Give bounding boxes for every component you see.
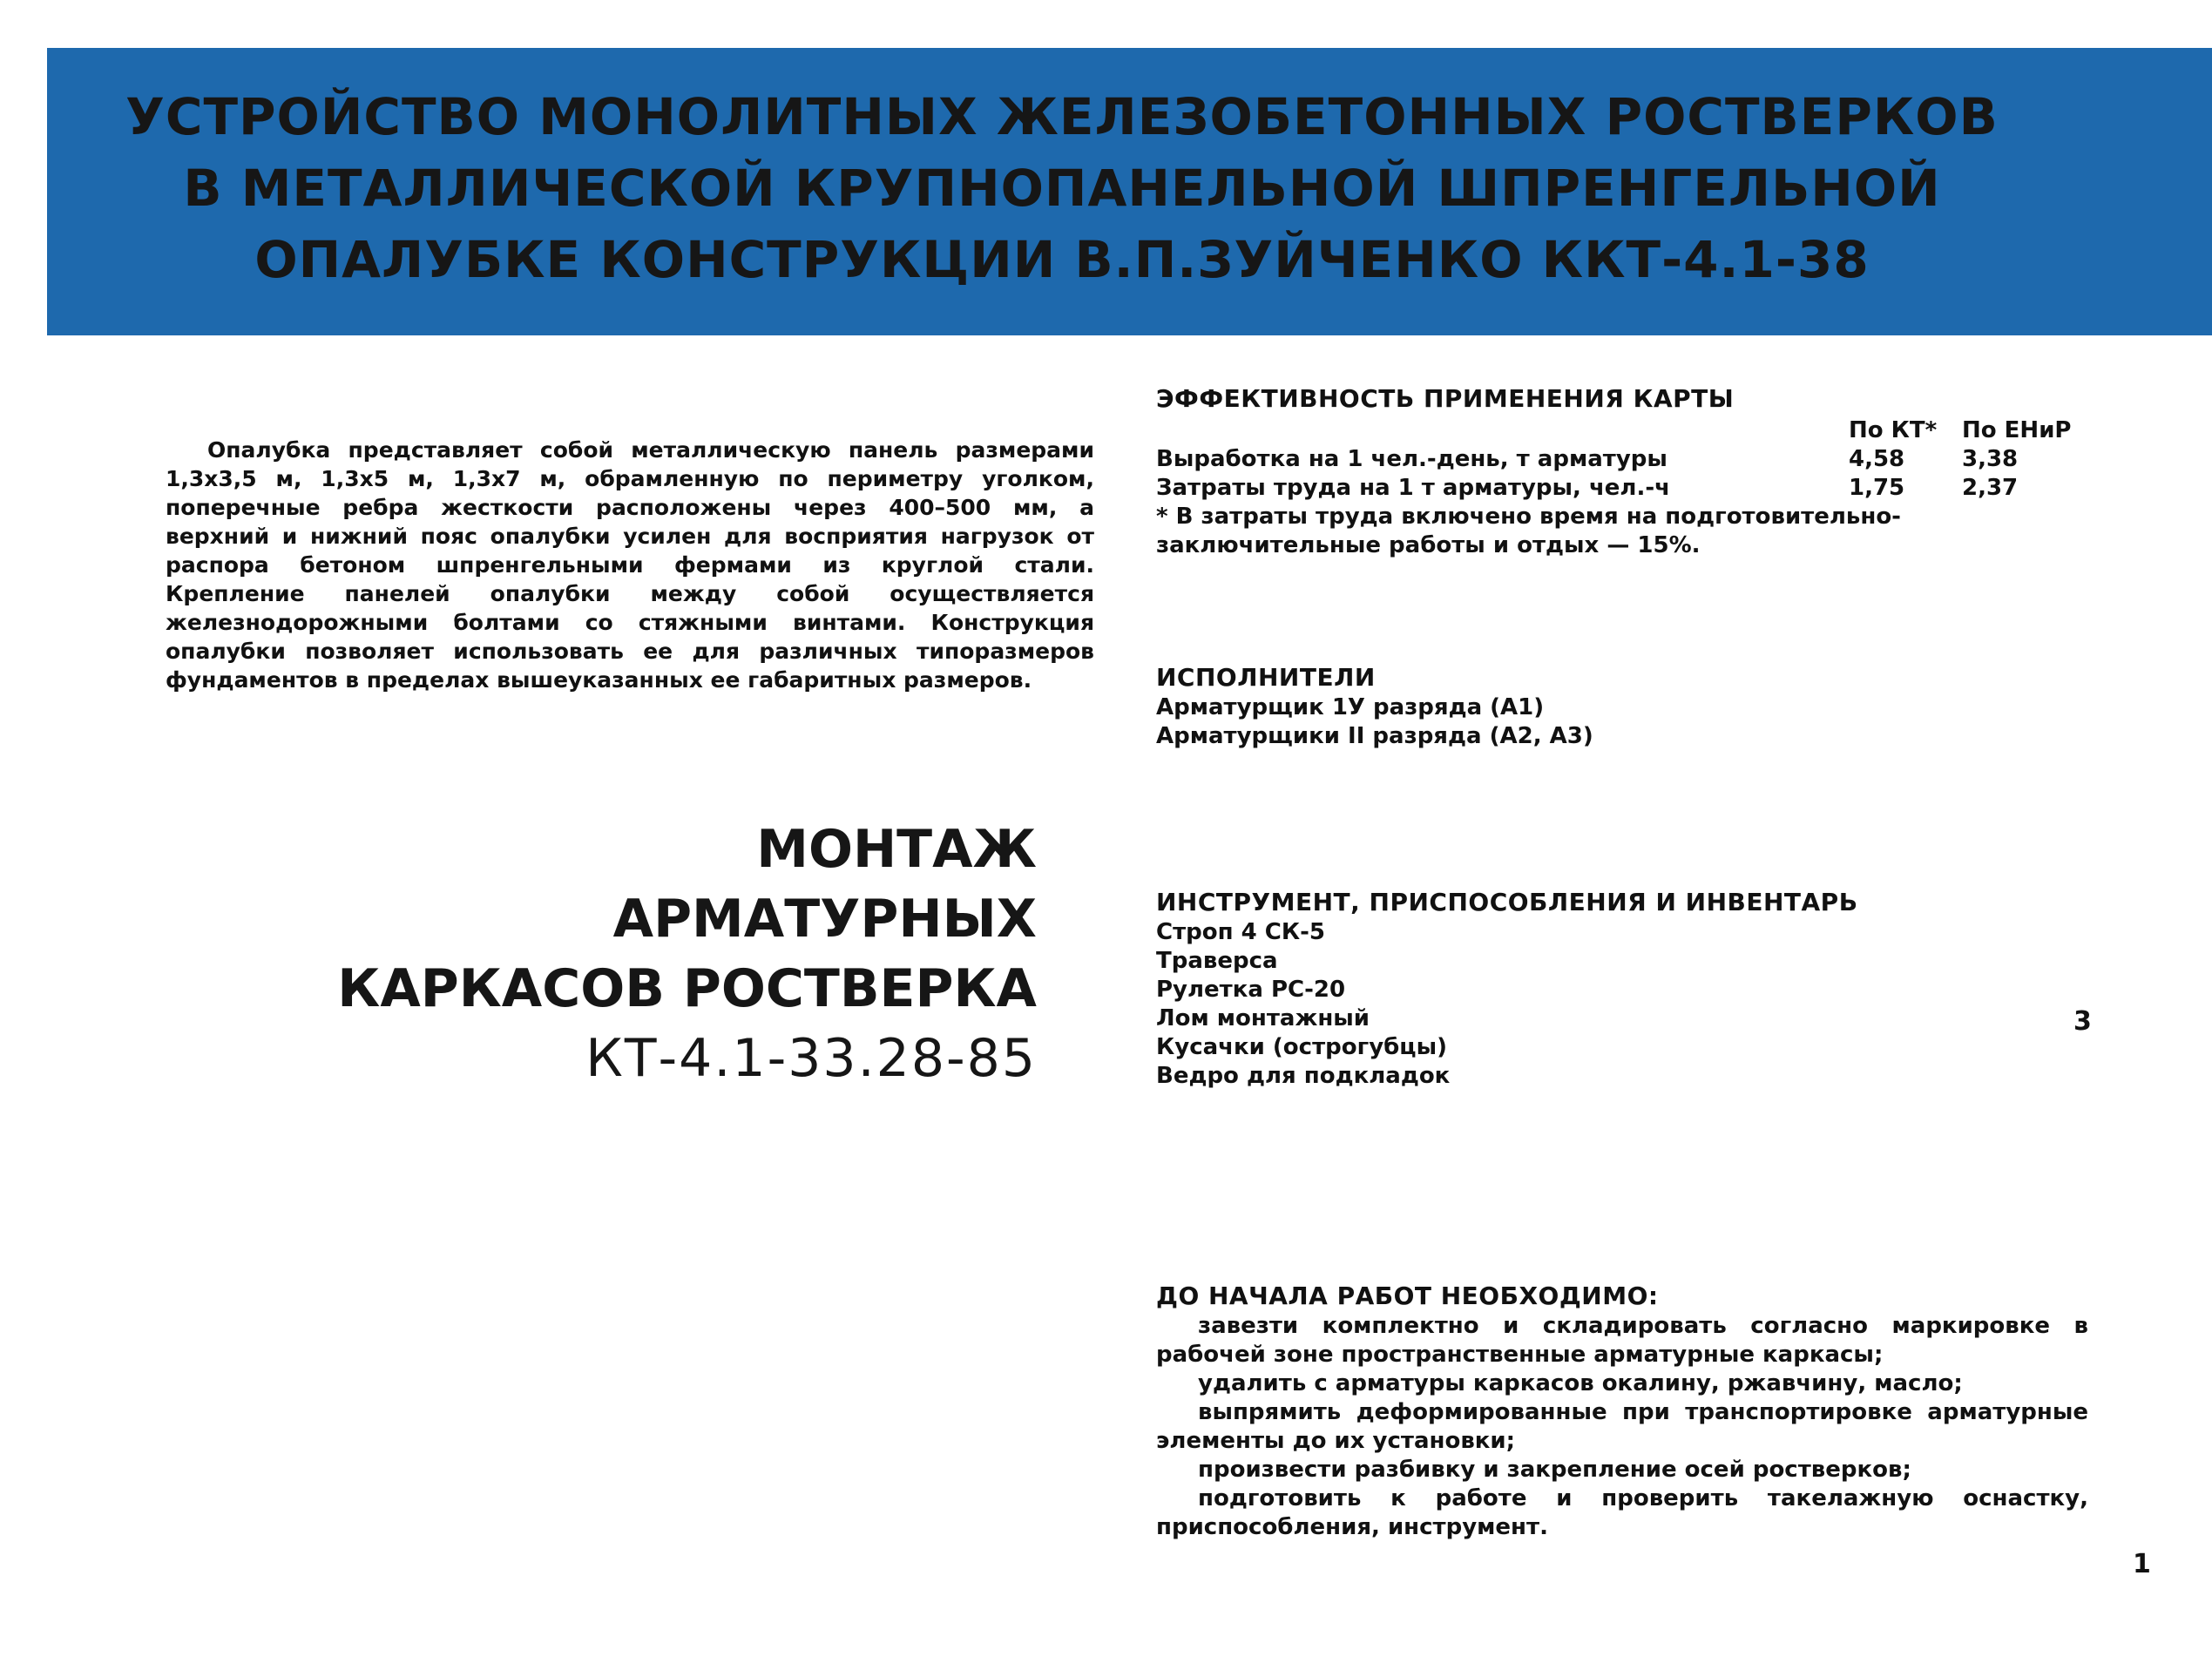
title-banner [47, 48, 2212, 335]
list-item: подготовить к работе и проверить такелажную оснастку, приспособления, инструмент. [1156, 1485, 2088, 1540]
efficiency-row-label: Затраты труда на 1 т арматуры, чел.-ч [1156, 475, 1670, 501]
main-title-line-2: КАРКАСОВ РОСТВЕРКА [337, 958, 1037, 1019]
list-item: Строп 4 СК-5 [1156, 919, 1325, 945]
list-item: Кусачки (острогубцы) [1156, 1034, 1447, 1060]
page-number-corner: 1 [2133, 1549, 2151, 1579]
banner-title-line-3: ОПАЛУБКЕ КОНСТРУКЦИИ В.П.ЗУЙЧЕНКО ККТ-4.1-38 [254, 230, 1870, 289]
efficiency-header-enir: По ЕНиР [1962, 417, 2072, 443]
efficiency-row-enir: 3,38 [1962, 446, 2019, 472]
list-item: Арматурщики II разряда (А2, А3) [1156, 723, 1593, 749]
page-number-inner: 3 [2073, 1006, 2092, 1037]
list-item: Арматурщик 1У разряда (А1) [1156, 694, 1545, 720]
main-title [331, 815, 1037, 1093]
banner-title-line-1: УСТРОЙСТВО МОНОЛИТНЫХ ЖЕЛЕЗОБЕТОННЫХ РОСТВЕРКОВ [125, 87, 1999, 146]
table-row [1156, 474, 2088, 503]
before-work-section [1156, 1281, 2088, 1542]
list-item: завезти комплектно и складировать согласно маркировке в рабочей зоне пространственные арматурные каркасы; [1156, 1313, 2088, 1368]
efficiency-row-label: Выработка на 1 чел.-день, т арматуры [1156, 446, 1667, 472]
efficiency-table [1156, 416, 2088, 503]
list-item: Траверса [1156, 948, 1278, 974]
before-work-heading: ДО НАЧАЛА РАБОТ НЕОБХОДИМО: [1156, 1281, 1659, 1310]
list-item: удалить с арматуры каркасов окалину, ржавчину, масло; [1198, 1370, 1963, 1396]
performers-section [1156, 662, 2088, 751]
intro-paragraph: Опалубка представляет собой металлическую панель размерами 1,3х3,5 м, 1,3х5 м, 1,3х7 м, обрамленную по периметру уголком, поперечные ребра жесткости расположены через 400–500 мм, а верхний и нижний пояс опалубки усилен для восприятия нагрузок от распора бетоном шпренгельными фермами из круглой стали. Крепление панелей опалубки между собой осуществляется железнодорожными болтами со стяжными винтами. Конструкция опалубки позволяет использовать ее для различных типоразмеров фундаментов в пределах вышеуказанных ее габаритных размеров. [166, 437, 1094, 693]
efficiency-heading: ЭФФЕКТИВНОСТЬ ПРИМЕНЕНИЯ КАРТЫ [1156, 384, 1735, 413]
performers-heading: ИСПОЛНИТЕЛИ [1156, 663, 1376, 692]
list-item: выпрямить деформированные при транспортировке арматурные элементы до их установки; [1156, 1399, 2088, 1454]
efficiency-section [1156, 383, 2088, 560]
efficiency-header-kt: По КТ* [1849, 417, 1938, 443]
efficiency-header-blank [1156, 416, 1849, 445]
banner-title-line-2: В МЕТАЛЛИЧЕСКОЙ КРУПНОПАНЕЛЬНОЙ ШПРЕНГЕЛЬНОЙ [183, 159, 1941, 218]
list-item: Лом монтажный [1156, 1005, 1370, 1031]
list-item: Рулетка РС-20 [1156, 977, 1346, 1003]
table-row [1156, 445, 2088, 474]
tools-section [1156, 887, 2088, 1091]
efficiency-row-kt: 1,75 [1849, 475, 1905, 501]
banner-title [47, 81, 2077, 295]
efficiency-header-row [1156, 416, 2088, 445]
efficiency-row-enir: 2,37 [1962, 475, 2019, 501]
list-item: произвести разбивку и закрепление осей ростверков; [1198, 1457, 1911, 1483]
main-title-line-1: МОНТАЖ АРМАТУРНЫХ [612, 819, 1037, 950]
efficiency-footnote: * В затраты труда включено время на подготовительно-заключительные работы и отдых — 15%. [1156, 504, 1901, 558]
list-item: Ведро для подкладок [1156, 1063, 1451, 1089]
efficiency-row-kt: 4,58 [1849, 446, 1905, 472]
main-title-code: КТ-4.1-33.28-85 [585, 1028, 1037, 1089]
tools-heading: ИНСТРУМЕНТ, ПРИСПОСОБЛЕНИЯ И ИНВЕНТАРЬ [1156, 888, 1858, 916]
